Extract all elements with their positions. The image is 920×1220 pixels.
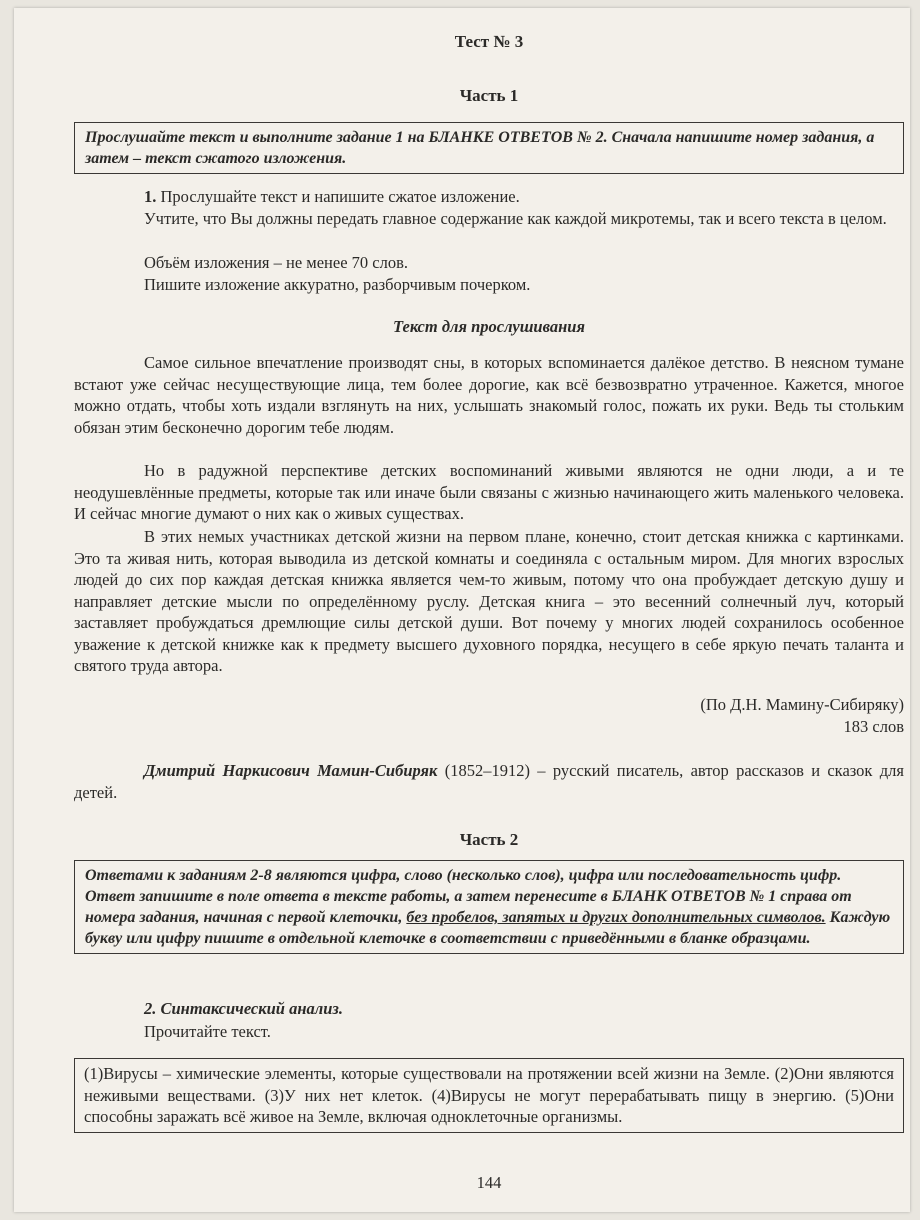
task2-text-box: (1)Вирусы – химические элементы, которые существовали на протяжении всей жизни на Земле. (2)Они являются неживыми веществами. (3)У них нет клеток. (4)Вирусы не могут перерабатывать пищу в энергию. (5)Они способны заражать всё живое на Земле, включая одноклеточные организмы. [74,1058,904,1133]
paragraph-1: Самое сильное впечатление производят сны, в которых вспоминается далёкое детство. В неясном тумане встают уже сейчас несуществующие лица, тем более дорогие, как всё безвозвратно утраченное. Кажется, многое можно отдать, чтобы хоть издали взглянуть на них, услышать знакомый голос, пожать их руки. Ведь ты стольким обязан этим бесконечно дорогим тебе людям. [74,353,904,437]
task1-text: Прослушайте текст и напишите сжатое изложение. [160,187,520,206]
test-title: Тест № 3 [454,32,524,51]
part2-instruction-b: Каждую букву или цифру пишите в отдельной клеточке в соответствии с приведёнными в бланке образцами. [85,909,891,947]
source-attribution: (По Д.Н. Мамину-Сибиряку) [700,695,904,714]
task1-line3: Объём изложения – не менее 70 слов. [144,253,408,272]
paragraph-3: В этих немых участниках детской жизни на первом плане, конечно, стоит детская книжка с картинками. Это та живая нить, которая выводила из детской комнаты и соединяла с остальным миром. Для многих взрослых людей до сих пор каждая детская книжка является чем-то живым, потому что она пробуждает детскую душу и направляет детские мысли по определённому руслу. Детская книга – это весенний солнечный луч, который заставляет пробуждаться дремлющие силы детской души. Вот почему у многих людей сохранилось особенное уважение к детской книжке как к предмету высшего духовного порядка, несущего в себе яркую печать таланта и святого труда автора. [74,527,904,675]
word-count: 183 слов [843,717,904,736]
part1-instruction-box: Прослушайте текст и выполните задание 1 на БЛАНКЕ ОТВЕТОВ № 2. Сначала напишите номер задания, а затем – текст сжатого изложения. [74,122,904,174]
part2-instruction-underlined: без пробелов, запятых и других дополнительных символов. [406,909,826,926]
paragraph-2: Но в радужной перспективе детских воспоминаний живыми являются не одни люди, а и те неодушевлённые предметы, которые так или иначе были связаны с жизнью начинающего жить маленького человека. И сейчас многие думают о них как о живых существах. [74,461,904,523]
part2-instruction-box [74,860,904,954]
task2-title: 2. Синтаксический анализ. [144,999,343,1018]
task2-prompt: Прочитайте текст. [144,1022,271,1041]
page-number: 144 [476,1173,502,1192]
task1-number: 1. [144,187,157,206]
part2-instruction-a: Ответами к заданиям 2-8 являются цифра, слово (несколько слов), цифра или последовательность цифр. Ответ запишите в поле ответа в тексте работы, а затем перенесите в БЛАНК ОТВЕТОВ № 1 справа от номера задания, начиная с первой клеточки, [85,867,852,926]
author-name: Дмитрий Наркисович Мамин-Сибиряк [144,761,438,780]
author-note [74,760,904,803]
task1-line2: Учтите, что Вы должны передать главное содержание как каждой микротемы, так и всего текста в целом. [144,209,887,228]
listening-text-title: Текст для прослушивания [393,317,585,336]
task1-line1 [144,186,904,208]
task1-line4: Пишите изложение аккуратно, разборчивым почерком. [144,275,531,294]
author-info: (1852–1912) – русский писатель, автор рассказов и сказок для детей. [74,761,904,802]
book-page [14,8,910,1212]
part1-title: Часть 1 [459,86,519,105]
part2-title: Часть 2 [459,830,519,849]
